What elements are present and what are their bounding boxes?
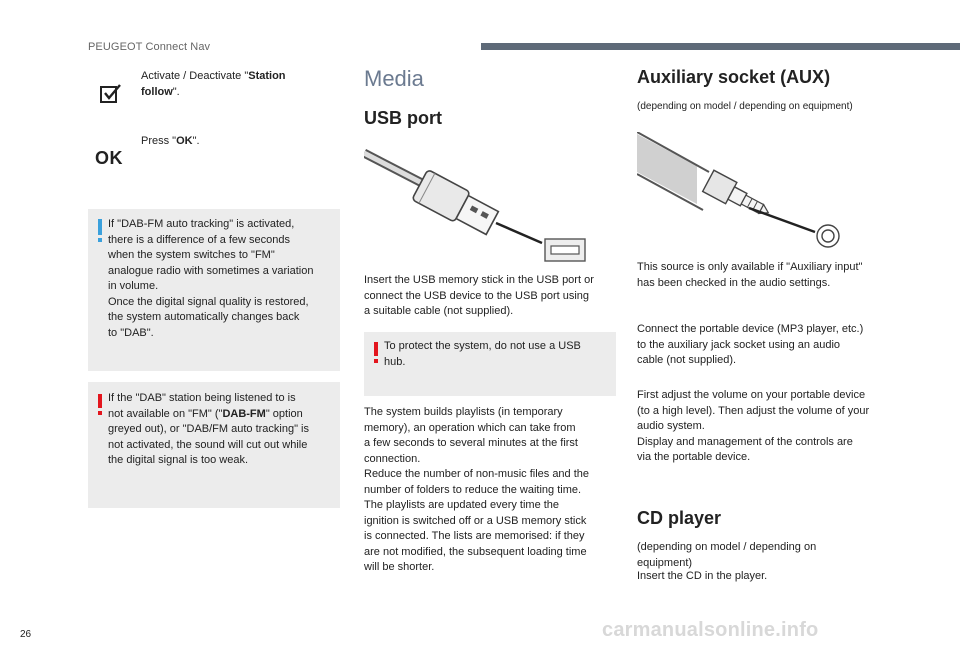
- aux-source-text: This source is only available if "Auxiliary input" has been checked in the audio settings.: [637, 261, 863, 289]
- warning-icon: [374, 342, 378, 356]
- usb-port-heading: USB port: [364, 108, 442, 128]
- header-bar: [481, 43, 960, 50]
- info-icon: [98, 219, 102, 235]
- warning-note: [88, 382, 340, 508]
- cd-insert-text: Insert the CD in the player.: [637, 570, 768, 582]
- usb-warning-note: [364, 332, 616, 396]
- cd-availability-note: (depending on model / depending on equipment): [637, 541, 817, 569]
- usb-plug-illustration: [364, 145, 594, 263]
- usb-warning-text: To protect the system, do not use a USB hub.: [384, 340, 581, 368]
- info-note-text: If "DAB-FM auto tracking" is activated, there is a difference of a few seconds when the system switches to "FM" analogue radio with sometimes a variation in volume. Once the digital signal quality is restored, the system automatically changes back to "DAB".: [108, 218, 314, 339]
- warning-icon: [98, 394, 102, 408]
- station-follow-instruction: Activate / Deactivate "Station follow".: [141, 70, 286, 98]
- aux-volume-text: First adjust the volume on your portable device (to a high level). Then adjust the volume of your audio system. Display and management of the controls are via the portable device.: [637, 389, 870, 463]
- aux-connect-text: Connect the portable device (MP3 player, etc.) to the auxiliary jack socket using an audio cable (not supplied).: [637, 323, 864, 366]
- aux-jack-illustration: [637, 132, 847, 250]
- usb-insert-text: Insert the USB memory stick in the USB port or connect the USB device to the USB port using a suitable cable (not supplied).: [364, 274, 594, 317]
- media-title: Media: [364, 66, 424, 91]
- info-note: [88, 209, 340, 371]
- checkbox-toggle-icon: [100, 84, 122, 104]
- cd-player-heading: CD player: [637, 508, 722, 528]
- page-number: 26: [20, 629, 32, 640]
- ok-icon: OK: [95, 148, 123, 168]
- warning-note-text: If the "DAB" station being listened to is not available on "FM" ("DAB-FM" option greyed out), or "DAB/FM auto tracking" is not activated, the sound will cut out while the digital signal is too weak.: [108, 392, 309, 466]
- running-header: PEUGEOT Connect Nav: [88, 41, 211, 53]
- watermark: carmanualsonline.info: [602, 619, 819, 641]
- aux-heading: Auxiliary socket (AUX): [637, 67, 831, 87]
- playlists-text: The system builds playlists (in temporary memory), an operation which can take from a few seconds to several minutes at the first connection. Reduce the number of non-music files and the number of folders to reduce the waiting time. The playlists are updated every time the ignition is switched off or a USB memory stick is connected. The lists are memorised: if they are not modified, the subsequent loading time will be shorter.: [364, 406, 590, 573]
- aux-availability-note: (depending on model / depending on equipment): [637, 101, 853, 112]
- press-ok-instruction: Press "OK".: [141, 135, 200, 147]
